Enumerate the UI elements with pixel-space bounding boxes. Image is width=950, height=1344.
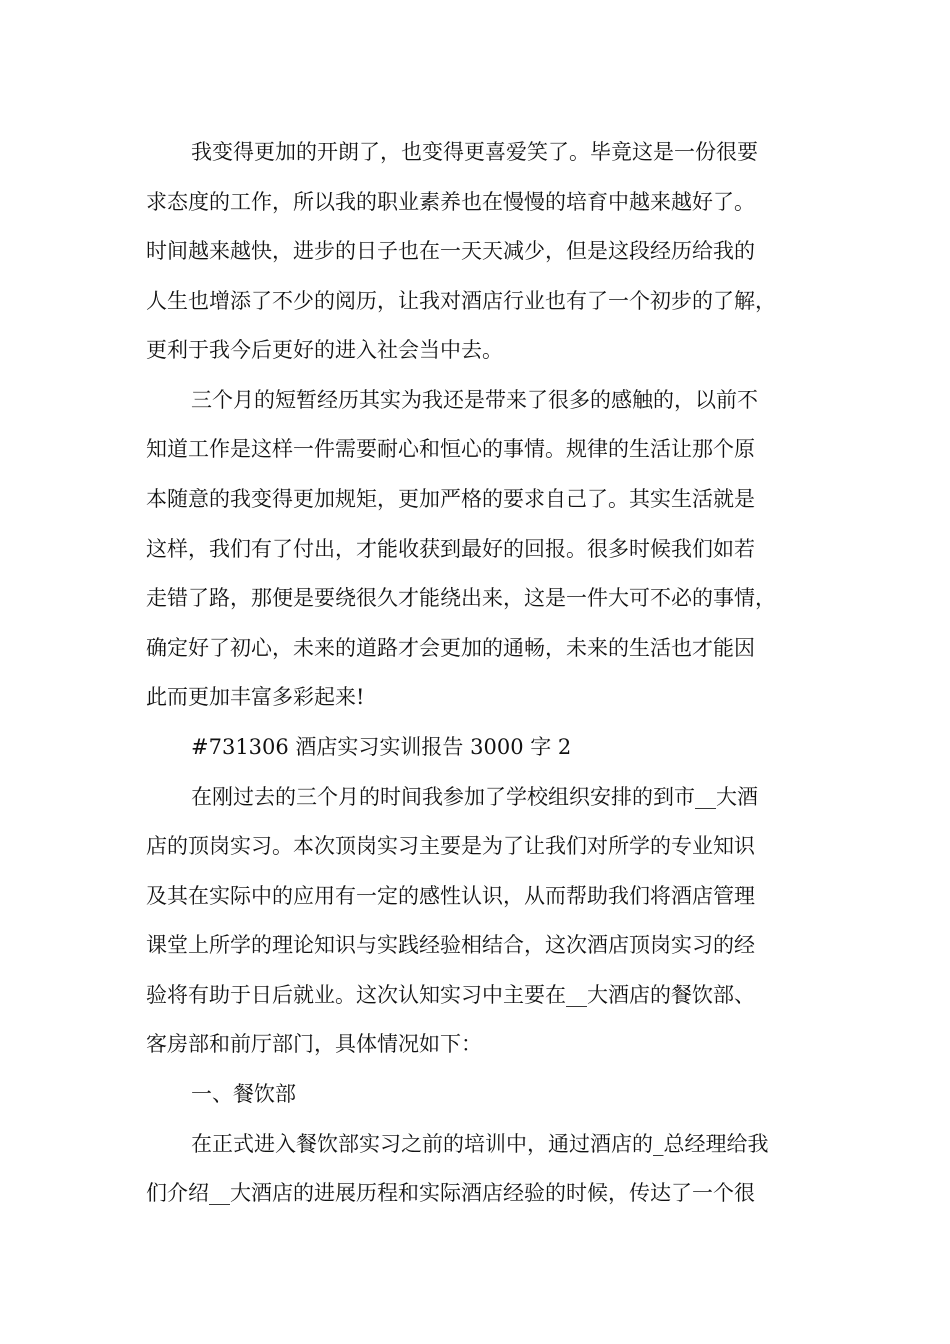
paragraph-line: 在刚过去的三个月的时间我参加了学校组织安排的到市__大酒: [191, 785, 758, 809]
paragraph-line: 验将有助于日后就业。这次认知实习中主要在__大酒店的餐饮部、: [146, 983, 755, 1007]
paragraph-line: 更利于我今后更好的进入社会当中去。: [146, 338, 503, 362]
subsection-heading: 一、餐饮部: [191, 1082, 296, 1106]
paragraph-line: 本随意的我变得更加规矩，更加严格的要求自己了。其实生活就是: [146, 487, 755, 511]
paragraph-line: 三个月的短暂经历其实为我还是带来了很多的感触的，以前不: [191, 388, 758, 412]
paragraph-line: 求态度的工作，所以我的职业素养也在慢慢的培育中越来越好了。: [146, 190, 755, 214]
paragraph-line: 走错了路，那便是要绕很久才能绕出来，这是一件大可不必的事情，: [146, 586, 776, 610]
paragraph-line: 这样，我们有了付出，才能收获到最好的回报。很多时候我们如若: [146, 537, 755, 561]
paragraph-line: 我变得更加的开朗了，也变得更喜爱笑了。毕竟这是一份很要: [191, 140, 758, 164]
paragraph-line: 店的顶岗实习。本次顶岗实习主要是为了让我们对所学的专业知识: [146, 834, 755, 858]
paragraph-line: 客房部和前厅部门，具体情况如下：: [146, 1032, 482, 1056]
paragraph-line: 在正式进入餐饮部实习之前的培训中，通过酒店的_总经理给我: [191, 1132, 769, 1156]
paragraph-line: 此而更加丰富多彩起来!: [146, 685, 365, 709]
paragraph-line: 们介绍__大酒店的进展历程和实际酒店经验的时候，传达了一个很: [146, 1181, 755, 1205]
paragraph-line: 知道工作是这样一件需要耐心和恒心的事情。规律的生活让那个原: [146, 437, 755, 461]
section-heading: #731306 酒店实习实训报告 3000 字 2: [191, 735, 572, 759]
paragraph-line: 时间越来越快，进步的日子也在一天天减少，但是这段经历给我的: [146, 239, 755, 263]
paragraph-line: 确定好了初心，未来的道路才会更加的通畅，未来的生活也才能因: [146, 636, 755, 660]
paragraph-line: 人生也增添了不少的阅历，让我对酒店行业也有了一个初步的了解，: [146, 289, 776, 313]
paragraph-line: 课堂上所学的理论知识与实践经验相结合，这次酒店顶岗实习的经: [146, 933, 755, 957]
paragraph-line: 及其在实际中的应用有一定的感性认识，从而帮助我们将酒店管理: [146, 884, 755, 908]
